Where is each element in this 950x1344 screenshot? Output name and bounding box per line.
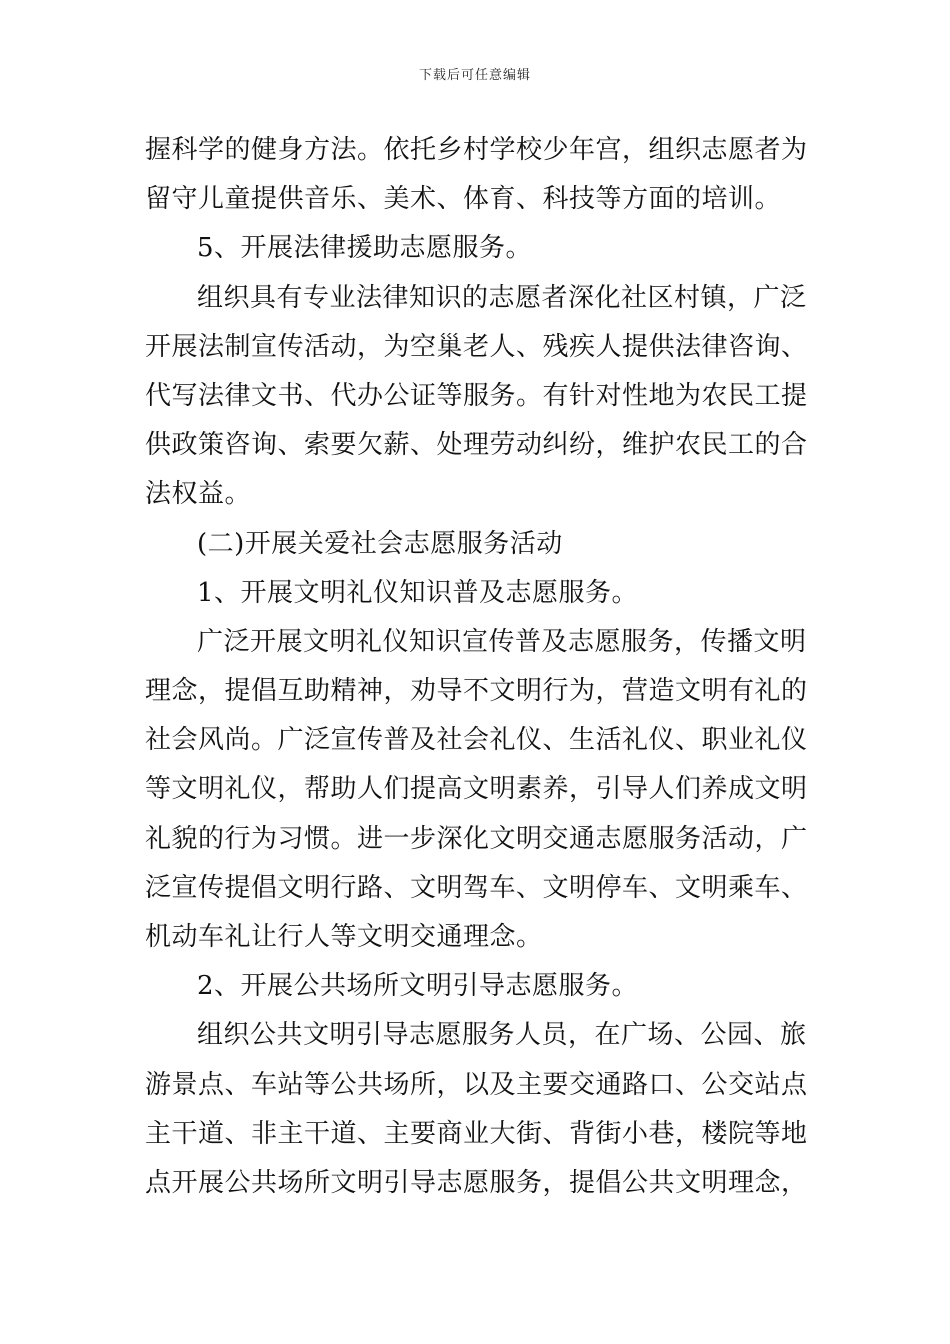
text-line: 礼貌的行为习惯。进一步深化文明交通志愿服务活动，广 (145, 823, 808, 854)
document-body (145, 126, 810, 1208)
text-line: 泛宣传提倡文明行路、文明驾车、文明停车、文明乘车、 (145, 872, 808, 903)
text-line: 点开展公共场所文明引导志愿服务，提倡公共文明理念， (145, 1167, 808, 1198)
text-line: 组织具有专业法律知识的志愿者深化社区村镇，广泛 (197, 282, 807, 313)
text-line: 广泛开展文明礼仪知识宣传普及志愿服务，传播文明 (197, 626, 807, 657)
section-heading: (二)开展关爱社会志愿服务活动 (197, 528, 563, 559)
page-header: 下载后可任意编辑 (418, 68, 531, 83)
text-line: 握科学的健身方法。依托乡村学校少年宫，组织志愿者为 (145, 135, 808, 165)
text-line: 留守儿童提供音乐、美术、体育、科技等方面的培训。 (145, 184, 782, 215)
text-line: 社会风尚。广泛宣传普及社会礼仪、生活礼仪、职业礼仪 (145, 725, 808, 756)
section-heading: 5、开展法律援助志愿服务。 (197, 233, 533, 264)
text-line: 组织公共文明引导志愿服务人员，在广场、公园、旅 (197, 1020, 807, 1051)
text-line: 游景点、车站等公共场所，以及主要交通路口、公交站点 (145, 1069, 808, 1100)
text-line: 代写法律文书、代办公证等服务。有针对性地为农民工提 (145, 380, 808, 411)
text-line: 机动车礼让行人等文明交通理念。 (145, 922, 543, 952)
section-heading: 1、开展文明礼仪知识普及志愿服务。 (197, 577, 639, 608)
text-line: 理念，提倡互助精神，劝导不文明行为，营造文明有礼的 (145, 676, 808, 707)
text-line: 主干道、非主干道、主要商业大街、背街小巷，楼院等地 (145, 1118, 808, 1149)
text-line: 开展法制宣传活动，为空巢老人、残疾人提供法律咨询、 (145, 331, 808, 362)
text-line: 法权益。 (145, 479, 252, 510)
text-line: 供政策咨询、索要欠薪、处理劳动纠纷，维护农民工的合 (145, 430, 808, 461)
section-heading: 2、开展公共场所文明引导志愿服务。 (197, 971, 639, 1002)
text-line: 等文明礼仪，帮助人们提高文明素养，引导人们养成文明 (145, 774, 808, 805)
